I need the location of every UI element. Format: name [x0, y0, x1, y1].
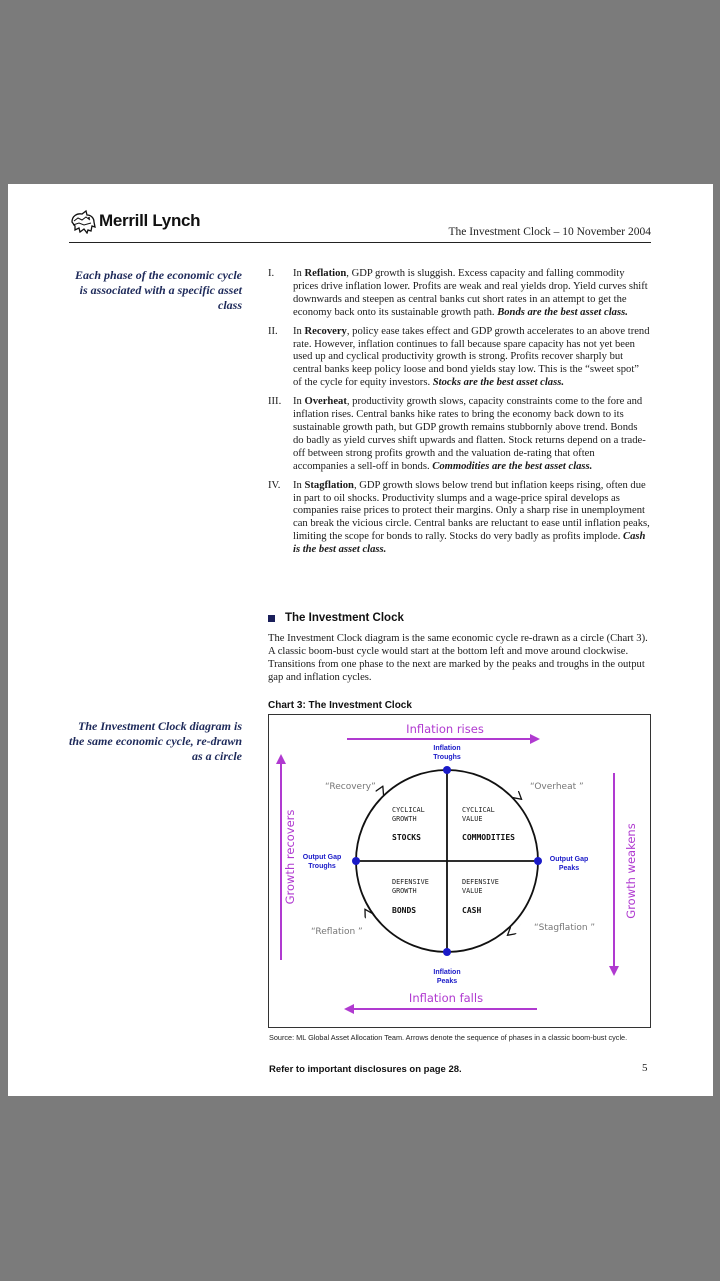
output-gap-troughs-label: Output Gap	[302, 854, 342, 861]
merrill-lynch-logo	[69, 208, 200, 234]
growth-recovers-label: Growth recovers	[283, 809, 297, 905]
brand-name: Merrill Lynch	[99, 211, 201, 230]
quadrant-bl-line2: GROWTH	[392, 887, 417, 895]
investment-clock-diagram	[269, 715, 650, 1027]
phase-conclusion: Bonds are the best asset class.	[497, 306, 628, 318]
list-numeral: III.	[268, 396, 282, 408]
inflation-falls-label: Inflation falls	[408, 991, 484, 1005]
phase-name: Overheat	[304, 396, 347, 408]
document-title: The Investment Clock – 10 November 2004	[448, 226, 651, 238]
output-gap-peaks-node	[534, 857, 542, 865]
inflation-troughs-label: Inflation	[433, 745, 461, 752]
phase-conclusion: Stocks are the best asset class.	[432, 377, 564, 389]
phase-label-stagflation: “Stagflation ”	[534, 923, 596, 933]
inflation-rises-label: Inflation rises	[406, 722, 484, 736]
asset-bonds: BONDS	[392, 906, 417, 915]
investment-clock-chart	[268, 714, 651, 1028]
list-numeral: IV.	[268, 479, 281, 491]
quadrant-tr-line2: VALUE	[462, 815, 483, 823]
output-gap-troughs-label-2: Troughs	[308, 863, 336, 870]
document-page	[8, 184, 713, 1096]
output-gap-troughs-node	[352, 857, 360, 865]
inflation-peaks-label-2: Peaks	[436, 978, 458, 985]
phase-text: , GDP growth slows below trend but inflation keeps rising, often due in part to oil shocks. Productivity slumps and a wage-price spiral develops as companies raise prices to protect their margins. Only a sharp rise in unemployment can break the vicious circle. Central banks are reluctant to ease until inflation peaks, limiting the scope for bonds to rally. Stocks do very badly as profits implode.	[293, 479, 650, 543]
quadrant-tl-line2: GROWTH	[392, 815, 417, 823]
inflation-peaks-label: Inflation	[433, 969, 461, 976]
section-intro: The Investment Clock diagram is the same economic cycle re-drawn as a circle (Chart 3). A classic boom-bust cycle would start at the bottom left and move around clockwise. Transitions from one phase to the next are marked by the peaks and troughs in the output gap and inflation cycles.	[268, 633, 648, 683]
quadrant-br-line1: DEFENSIVE	[462, 878, 499, 886]
chart-source: Source: ML Global Asset Allocation Team. Arrows denote the sequence of phases in a classic boom-bust cycle.	[269, 1033, 628, 1042]
growth-weakens-label: Growth weakens	[624, 823, 638, 919]
inflation-peaks-node	[443, 948, 451, 956]
inflation-troughs-label-2: Troughs	[433, 754, 461, 761]
side-note-clock-diagram: The Investment Clock diagram is the same economic cycle, re-drawn as a circle	[69, 719, 242, 763]
list-item: IV. In Stagflation, GDP growth slows below trend but inflation keeps rising, often due in part to oil shocks. Productivity slumps and a wage-price spiral develops as companies raise prices to protect their margins. Only a sharp rise in unemployment can break the vicious circle. Central banks are reluctant to ease until inflation peaks, limiting the scope for bonds to rally. Stocks do very badly as profits implode. Cash is the best asset class.	[268, 479, 650, 556]
phase-text: , GDP growth is sluggish. Excess capacity and falling commodity prices drive inflation lower. Profits are weak and real yields drop. Yield curves shift downwards and steepen as central banks cut short rates in an attempt to get the economy back onto its sustainable growth path.	[293, 268, 648, 318]
phase-label-reflation: “Reflation ”	[311, 927, 363, 937]
phase-list	[268, 268, 650, 563]
quadrant-tl-line1: CYCLICAL	[392, 806, 425, 814]
bull-icon	[69, 208, 97, 234]
list-numeral: II.	[268, 325, 278, 337]
page-number: 5	[642, 1062, 648, 1074]
asset-stocks: STOCKS	[392, 833, 421, 842]
disclosures-note: Refer to important disclosures on page 28.	[269, 1064, 462, 1075]
list-item: III. In Overheat, productivity growth slows, capacity constraints come to the fore and inflation rises. Central banks hike rates to bring the economy back down to its sustainable growth path, but GDP growth remains stubbornly above trend. Bonds do badly as yield curves shift upwards and flatten. Stock returns depend on a trade-off between strong profits growth and the valuation de-rating that often accompanies a sell-off in bonds. Commodities are the best asset class.	[268, 396, 646, 472]
cycle-arrow-overheat	[507, 787, 520, 798]
side-note-asset-class: Each phase of the economic cycle is associated with a specific asset class	[75, 268, 242, 312]
quadrant-bl-line1: DEFENSIVE	[392, 878, 429, 886]
output-gap-peaks-label-2: Peaks	[558, 865, 580, 872]
phase-name: Recovery	[304, 325, 347, 337]
list-numeral: I.	[268, 268, 275, 279]
phase-label-overheat: “Overheat ”	[530, 782, 584, 792]
page-header	[69, 206, 651, 243]
output-gap-peaks-label: Output Gap	[549, 856, 589, 863]
section-heading	[268, 612, 404, 624]
chart-title: Chart 3: The Investment Clock	[268, 700, 412, 711]
asset-cash: CASH	[462, 906, 482, 915]
phase-name: Stagflation	[304, 479, 354, 491]
square-bullet-icon	[268, 615, 275, 622]
section-heading-text: The Investment Clock	[285, 612, 404, 624]
phase-label-recovery: “Recovery”	[325, 782, 376, 792]
phase-text: , productivity growth slows, capacity constraints come to the fore and inflation rises. Central banks hike rates to bring the economy back down to its sustainable growth path, but GDP growth remains stubbornly above trend. Bonds do badly as yield curves shift upwards and flatten. Stock returns depend on a trade-off between strong profits growth and the valuation de-rating that often accompanies a sell-off in bonds.	[293, 396, 646, 472]
phase-text: , policy ease takes effect and GDP growth accelerates to an above trend rate. However, inflation continues to fall because spare capacity has not yet been used up and cyclical productivity growth is strong. Profits recover sharply but central banks keep policy loose and bond yields stay low. This is the “sweet spot” of the cycle for equity investors.	[293, 325, 650, 389]
phase-conclusion: Cash is the best asset class.	[293, 531, 646, 556]
quadrant-tr-line1: CYCLICAL	[462, 806, 495, 814]
list-item: I. In Reflation, GDP growth is sluggish. Excess capacity and falling commodity prices drive inflation lower. Profits are weak and real yields drop. Yield curves shift downwards and steepen as central banks cut short rates in an attempt to get the economy back onto its sustainable growth path. Bonds are the best asset class.	[268, 268, 648, 318]
phase-name: Reflation	[304, 268, 347, 279]
inflation-troughs-node	[443, 766, 451, 774]
quadrant-br-line2: VALUE	[462, 887, 483, 895]
list-item: II. In Recovery, policy ease takes effect and GDP growth accelerates to an above trend rate. However, inflation continues to fall because spare capacity has not yet been used up and cyclical productivity growth is strong. Profits recover sharply but central banks keep policy loose and bond yields stay low. This is the “sweet spot” of the cycle for equity investors. Stocks are the best asset class.	[268, 325, 650, 389]
phase-conclusion: Commodities are the best asset class.	[432, 460, 593, 472]
asset-commodities: COMMODITIES	[462, 833, 515, 842]
